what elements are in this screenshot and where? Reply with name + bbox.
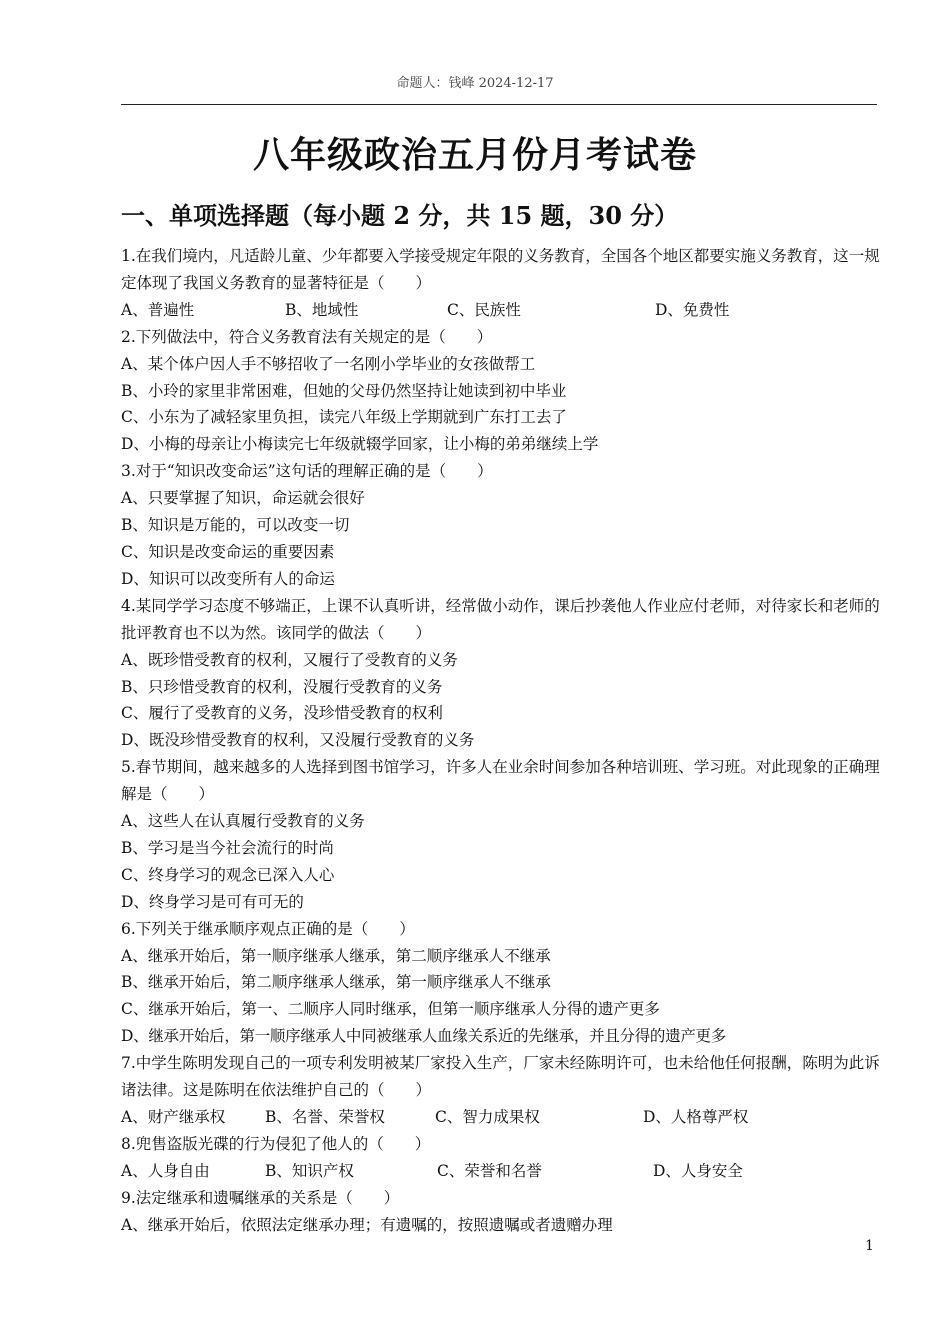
option-b: B、地域性: [285, 300, 359, 319]
option-c: C、继承开始后，第一、二顺序人同时继承，但第一顺序继承人分得的遗产更多: [121, 1000, 660, 1019]
option-b: B、只珍惜受教育的权利，没履行受教育的义务: [121, 677, 443, 696]
option-d: D、继承开始后，第一顺序继承人中同被继承人血缘关系近的先继承，并且分得的遗产更多: [121, 1027, 726, 1046]
option-a: A、某个体户因人手不够招收了一名刚小学毕业的女孩做帮工: [121, 354, 536, 373]
option-c: C、智力成果权: [435, 1108, 540, 1126]
question-stem: 3.对于“知识改变命运”这句话的理解正确的是（ ）: [121, 462, 493, 481]
option-a: A、普遍性: [121, 300, 195, 319]
option-b: B、继承开始后，第二顺序继承人继承，第一顺序继承人不继承: [121, 973, 551, 992]
question-stem: 2.下列做法中，符合义务教育法有关规定的是（ ）: [121, 327, 493, 346]
exam-title: 八年级政治五月份月考试卷: [252, 134, 697, 176]
question-stem: 1.在我们境内，凡适龄儿童、少年都要入学接受规定年限的义务教育，全国各个地区都要实施义务教育，这一规定体现了我国义务教育的显著特征是（ ）: [121, 247, 880, 292]
question-stem: 9.法定继承和遗嘱继承的关系是（ ）: [121, 1188, 400, 1207]
question-7: [121, 1050, 881, 1131]
option-d: D、小梅的母亲让小梅读完七年级就辍学回家，让小梅的弟弟继续上学: [121, 435, 599, 454]
option-a: A、这些人在认真履行受教育的义务: [121, 812, 365, 831]
question-stem: 4.某同学学习态度不够端正，上课不认真听讲，经常做小动作，课后抄袭他人作业应付老师，对待家长和老师的批评教育也不以为然。该同学的做法（ ）: [121, 596, 880, 642]
option-d: D、免费性: [655, 300, 730, 319]
option-c: C、履行了受教育的义务，没珍惜受教育的权利: [121, 704, 443, 723]
question-5: [121, 754, 881, 915]
option-a: A、继承开始后，第一顺序继承人继承，第二顺序继承人不继承: [121, 946, 551, 965]
question-3: [121, 458, 881, 593]
option-c: C、民族性: [447, 300, 521, 319]
question-stem: 7.中学生陈明发现自己的一项专利发明被某厂家投入生产，厂家未经陈明许可，也未给他任何报酬，陈明为此诉诸法律。这是陈明在依法维护自己的（ ）: [121, 1054, 880, 1100]
option-b: B、知识是万能的，可以改变一切: [121, 516, 350, 535]
option-a: A、既珍惜受教育的权利，又履行了受教育的义务: [121, 650, 458, 669]
option-d: D、终身学习是可有可无的: [121, 892, 304, 911]
option-b: B、小玲的家里非常困难，但她的父母仍然坚持让她读到初中毕业: [121, 381, 567, 400]
question-8: [121, 1131, 881, 1185]
page-header: 命题人：钱峰 2024-12-17: [396, 76, 554, 91]
option-a: A、人身自由: [121, 1161, 210, 1180]
options-row: [121, 297, 881, 324]
question-6: [121, 916, 881, 1051]
question-stem: 5.春节期间，越来越多的人选择到图书馆学习，许多人在业余时间参加各种培训班、学习班。对此现象的正确理解是（ ）: [121, 758, 880, 804]
question-9: [121, 1185, 881, 1239]
option-b: B、知识产权: [265, 1161, 354, 1180]
question-2: [121, 324, 881, 459]
option-d: D、人格尊严权: [643, 1108, 749, 1126]
question-stem: 6.下列关于继承顺序观点正确的是（ ）: [121, 919, 415, 938]
option-b: B、名誉、荣誉权: [265, 1108, 385, 1126]
option-d: D、人身安全: [653, 1161, 743, 1180]
options-row: [121, 1158, 881, 1185]
header-rule: [121, 104, 877, 105]
question-4: [121, 593, 881, 754]
question-stem: 8.兜售盗版光碟的行为侵犯了他人的（ ）: [121, 1134, 431, 1153]
option-d: D、知识可以改变所有人的命运: [121, 569, 335, 588]
option-c: C、荣誉和名誉: [437, 1161, 542, 1180]
options-row: [121, 1104, 881, 1131]
option-a: A、只要掌握了知识，命运就会很好: [121, 489, 365, 508]
question-list: [121, 243, 881, 1239]
option-d: D、既没珍惜受教育的权利，又没履行受教育的义务: [121, 731, 475, 750]
page-number: 1: [865, 1238, 874, 1254]
question-1: [121, 243, 881, 324]
option-b: B、学习是当今社会流行的时尚: [121, 838, 334, 857]
option-c: C、小东为了减轻家里负担，读完八年级上学期就到广东打工去了: [121, 408, 567, 427]
option-c: C、知识是改变命运的重要因素: [121, 542, 335, 561]
option-a: A、继承开始后，依照法定继承办理；有遗嘱的，按照遗嘱或者遗赠办理: [121, 1215, 613, 1234]
option-a: A、财产继承权: [121, 1108, 226, 1126]
option-c: C、终身学习的观念已深入人心: [121, 865, 335, 884]
section-heading-single-choice: 一、单项选择题（每小题 2 分，共 15 题，30 分）: [121, 201, 679, 230]
